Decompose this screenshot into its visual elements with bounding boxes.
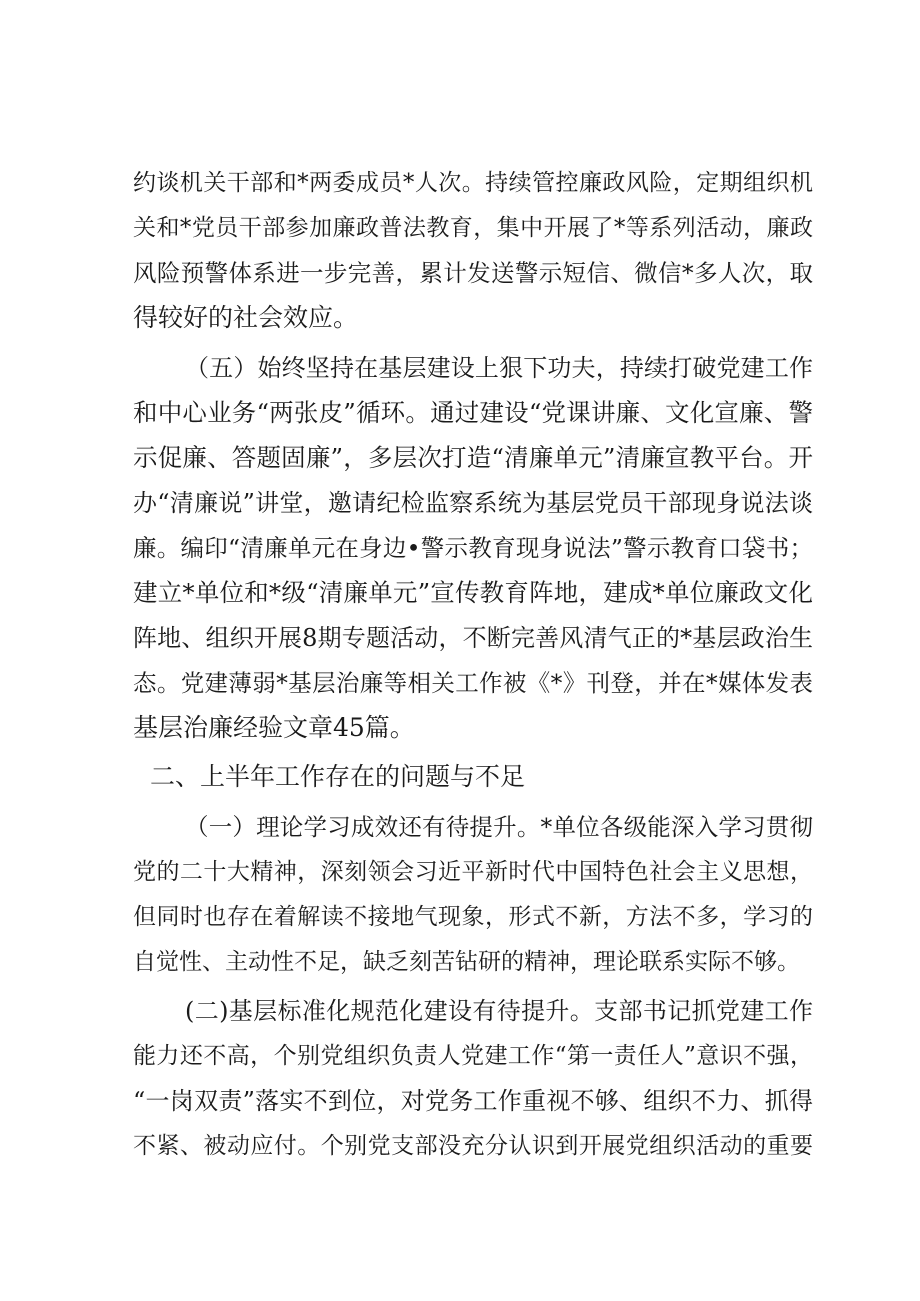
paragraph-1-line-4: 得较好的社会效应。 xyxy=(133,303,359,332)
paragraph-3-line-1: （一）理论学习成效还有待提升。*单位各级能深入学习贯彻 xyxy=(185,813,813,841)
paragraph-1-line-3: 风险预警体系进一步完善，累计发送警示短信、微信*多人次，取 xyxy=(133,259,813,287)
paragraph-1-line-2: 关和*党员干部参加廉政普法教育，集中开展了*等系列活动，廉政 xyxy=(133,215,813,241)
paragraph-4-line-3: “一岗双责”落实不到位，对党务工作重视不够、组织不力、抓得 xyxy=(133,1087,813,1115)
paragraph-1-line-1: 约谈机关干部和*两委成员*人次。持续管控廉政风险，定期组织机 xyxy=(133,170,813,196)
paragraph-2-line-6: 建立*单位和*级“清廉单元”宣传教育阵地，建成*单位廉政文化 xyxy=(133,578,813,607)
paragraph-3-line-2: 党的二十大精神，深刻领会习近平新时代中国特色社会主义思想， xyxy=(133,859,813,885)
section-heading: 二、上半年工作存在的问题与不足 xyxy=(150,762,526,791)
paragraph-2-line-1: （五）始终坚持在基层建设上狠下功夫，持续打破党建工作 xyxy=(185,354,813,382)
paragraph-2-line-8: 态。党建薄弱*基层治廉等相关工作被《*》刊登，并在*媒体发表 xyxy=(133,669,813,697)
paragraph-4-line-1: (二)基层标准化规范化建设有待提升。支部书记抓党建工作 xyxy=(185,997,813,1025)
paragraph-2-line-2: 和中心业务“两张皮”循环。通过建设“党课讲廉、文化宣廉、警 xyxy=(133,398,813,427)
paragraph-3-line-4: 自觉性、主动性不足，缺乏刻苦钻研的精神，理论联系实际不够。 xyxy=(133,949,800,975)
paragraph-2-line-3: 示促廉、答题固廉”，多层次打造“清廉单元”清廉宣教平台。开 xyxy=(133,443,813,472)
paragraph-2-line-7: 阵地、组织开展8期专题活动，不断完善风清气正的*基层政治生 xyxy=(133,624,813,652)
paragraph-2-line-4: 办“清廉说”讲堂，邀请纪检监察系统为基层党员干部现身说法谈 xyxy=(133,489,813,517)
paragraph-4-line-2: 能力还不高，个别党组织负责人党建工作“第一责任人”意识不强， xyxy=(133,1043,813,1069)
paragraph-2-line-5: 廉。编印“清廉单元在身边•警示教育现身说法”警示教育口袋书； xyxy=(133,534,813,562)
paragraph-4-line-4: 不紧、被动应付。个别党支部没充分认识到开展党组织活动的重要 xyxy=(133,1133,813,1159)
paragraph-3-line-3: 但同时也存在着解读不接地气现象，形式不新，方法不多，学习的 xyxy=(133,904,813,930)
paragraph-2-line-9: 基层治廉经验文章45篇。 xyxy=(133,713,415,742)
